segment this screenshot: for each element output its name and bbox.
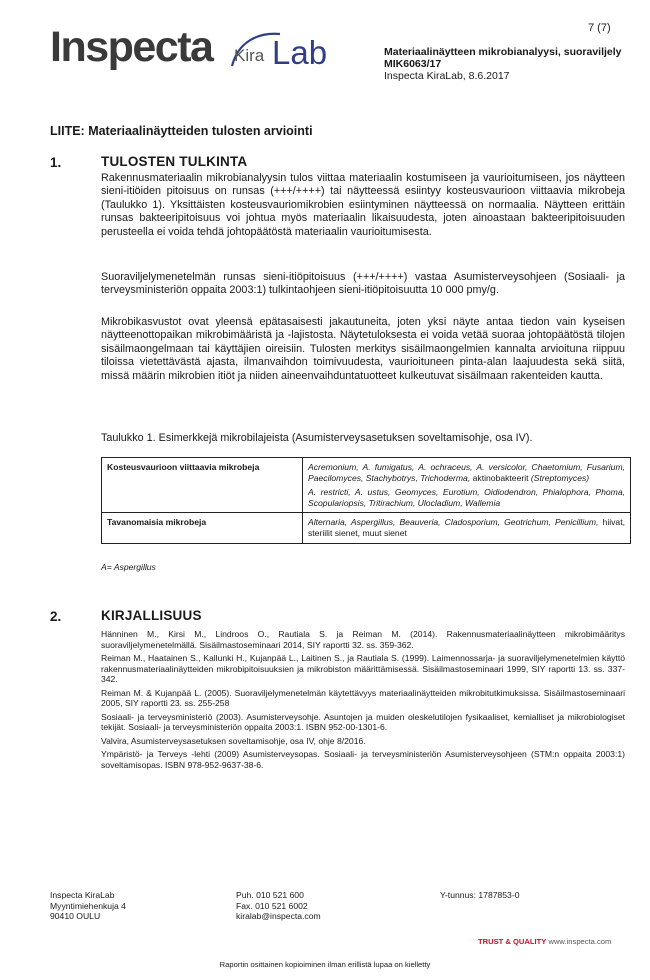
footer-business-id: Y-tunnus: 1787853-0 <box>440 890 520 900</box>
footer-website[interactable]: www.inspecta.com <box>548 937 612 946</box>
footer-address <box>50 890 126 922</box>
section2-number: 2. <box>50 609 62 624</box>
footer-fax: Fax. 010 521 6002 <box>236 900 308 911</box>
footer-email[interactable]: kiralab@inspecta.com <box>236 911 321 921</box>
table-note: A= Aspergillus <box>101 562 156 572</box>
footer-disclaimer: Raportin osittainen kopioiminen ilman erillistä lupaa on kielletty <box>219 960 431 969</box>
reference-list <box>101 629 625 773</box>
section1-paragraph-3: Mikrobikasvustot ovat yleensä epätasaisesti jakautuneita, joten yksi näyte antaa tiedon vain kyseisen näytteenottopaikan mikrobimääristä ja -lajistosta. Näytetuloksesta ei voida vetää suoraa johtopäätöstä tilojen sisäilmaongelmaan tai käyttäjien oireisiin. Tulosten merkitys sisäilmaongelmien kannalta arvioituna riippuu tiloissa vietettävästä ajasta, ilmanvaihdon toimivuudesta, vaurioituneen pinta-alan laajuudesta sekä siitä, missä määrin mikrobien itiöt ja niiden aineenvaihduntatuotteet kulkeutuvat sisäilmaan rakenteiden kautta. <box>101 316 625 382</box>
section1-number: 1. <box>50 155 62 170</box>
document-header <box>384 46 622 82</box>
table-row <box>102 513 631 543</box>
moisture-microbes-species: Acremonium, A. fumigatus, A. ochraceus, A. versicolor, Chaetomium, Fusarium, Paecilomyces, Stachybotrys, Trichoderma, <box>308 462 625 483</box>
footer-street: Myyntimiehenkuja 4 <box>50 900 126 911</box>
section1-title: TULOSTEN TULKINTA <box>101 154 248 169</box>
reference-item: Hänninen M., Kirsi M., Lindroos O., Rautiala S. ja Reiman M. (2014). Rakennusmateriaalinäytteen mikrobimääritys suoraviljelymenetelmällä. Sisäilmastoseminaari 2014, SIY raportti 32. ss. 359-362. <box>101 629 625 650</box>
moisture-microbes-species-2: A. restricti, A. ustus, Geomyces, Eurotium, Oidiodendron, Phialophora, Phoma, Scopulariopsis, Tritirachium, Ulocladium, Wallemia <box>308 487 625 508</box>
section2-title: KIRJALLISUUS <box>101 608 202 623</box>
reference-item: Valvira, Asumisterveysasetuksen soveltamisohje, osa IV, ohje 8/2016. <box>101 735 366 746</box>
appendix-title: LIITE: Materiaalinäytteiden tulosten arviointi <box>50 124 313 138</box>
section1-paragraph-2: Suoraviljelymenetelmän runsas sieni-itiöpitoisuus (+++/++++) vastaa Asumisterveysohjeen (Sosiaali- ja terveysministeriön oppaita 2003:1) tulkintaohjeen sieni-itiöpitoisuutta 10 000 pmy/g. <box>101 271 625 297</box>
reference-item: Reiman M. & Kujanpää L. (2005). Suoraviljelymenetelmän käytettävyys materiaalinäytteiden mikrobitutkimuksissa. Sisäilmastoseminaari 2005, SIY raportti 23. ss. 255-258 <box>101 687 625 708</box>
table-row-content <box>303 458 631 513</box>
common-microbes-tail: hiivat, steriilit sienet, muut sienet <box>308 517 625 538</box>
reference-item: Reiman M., Haatainen S., Kallunki H., Kujanpää L., Laitinen S., ja Rautiala S. (1999). Laimennossarja- ja suoraviljelymenetelmien käyttö rakennusmateriaalinäytteiden mikrobipitoisuuksien ja mikrobiston määrittämisessä. Sisäilmastoseminaari 1999, SIY raportti 13. ss. 337-342. <box>101 653 625 684</box>
trust-quality-line <box>478 937 611 946</box>
inspecta-logo: Inspecta <box>50 23 213 71</box>
table-row-content <box>303 513 631 543</box>
footer-city: 90410 OULU <box>50 911 101 921</box>
document-title: Materiaalinäytteen mikrobianalyysi, suoraviljely <box>384 46 622 58</box>
table-row <box>102 458 631 513</box>
table-caption: Taulukko 1. Esimerkkejä mikrobilajeista (Asumisterveysasetuksen soveltamisohje, osa IV). <box>101 432 533 444</box>
reference-item: Ympäristö- ja Terveys -lehti (2009) Asumisterveysopas. Sosiaali- ja terveysministeriön Asumisterveysohjeen (STM:n oppaita 2003:1) soveltamisopas. ISBN 978-952-9637-38-6. <box>101 749 625 770</box>
table-row-label: Kosteusvaurioon viittaavia mikrobeja <box>102 458 303 513</box>
table-row-label: Tavanomaisia mikrobeja <box>102 513 303 543</box>
kiralab-logo-kira: Kira <box>234 46 265 65</box>
reference-item: Sosiaali- ja terveysministeriö (2003). Asumisterveysohje. Asuntojen ja muiden oleskelutilojen fysikaaliset, kemialliset ja mikrobiologiset tekijät. Sosiaali- ja terveysministeriön oppaita 2003:1. ISBN 952-00-1301-6. <box>101 711 625 732</box>
footer-phone: Puh. 010 521 600 <box>236 890 304 900</box>
trust-quality-label: TRUST & QUALITY <box>478 937 547 946</box>
footer-company: Inspecta KiraLab <box>50 890 115 900</box>
microbe-table <box>101 457 631 544</box>
document-org-date: Inspecta KiraLab, 8.6.2017 <box>384 70 510 82</box>
moisture-microbes-tail: aktinobakteerit <box>470 472 529 483</box>
common-microbes-species: Alternaria, Aspergillus, Beauveria, Cladosporium, Geotrichum, Penicillium, <box>308 517 599 528</box>
footer-contact <box>236 890 321 922</box>
section1-paragraph-1: Rakennusmateriaalin mikrobianalyysin tulos viittaa materiaalin kostumiseen ja vaurioitumiseen, jos näytteen sieni-itiöiden pitoisuus on runsas (+++/++++) tai näytteessä esiintyy kosteusvaurioon viittaavia mikrobeja (Taulukko 1). Yksittäisten kosteusvauriomikrobien esiintyminen näytteessä on normaalia. Näytteen erittäin runsas bakteeripitoisuus voi johtua myös materiaalin likaisuudesta, joten ainoastaan bakteeripitoisuuden perusteella ei voida tehdä johtopäätöstä materiaalin vaurioitumisesta. <box>101 172 625 238</box>
page-number: 7 (7) <box>588 22 611 34</box>
document-code: MIK6063/17 <box>384 58 442 70</box>
kiralab-logo-lab: Lab <box>272 34 328 71</box>
moisture-microbes-end: (Streptomyces) <box>530 472 590 483</box>
kiralab-logo <box>228 28 358 76</box>
